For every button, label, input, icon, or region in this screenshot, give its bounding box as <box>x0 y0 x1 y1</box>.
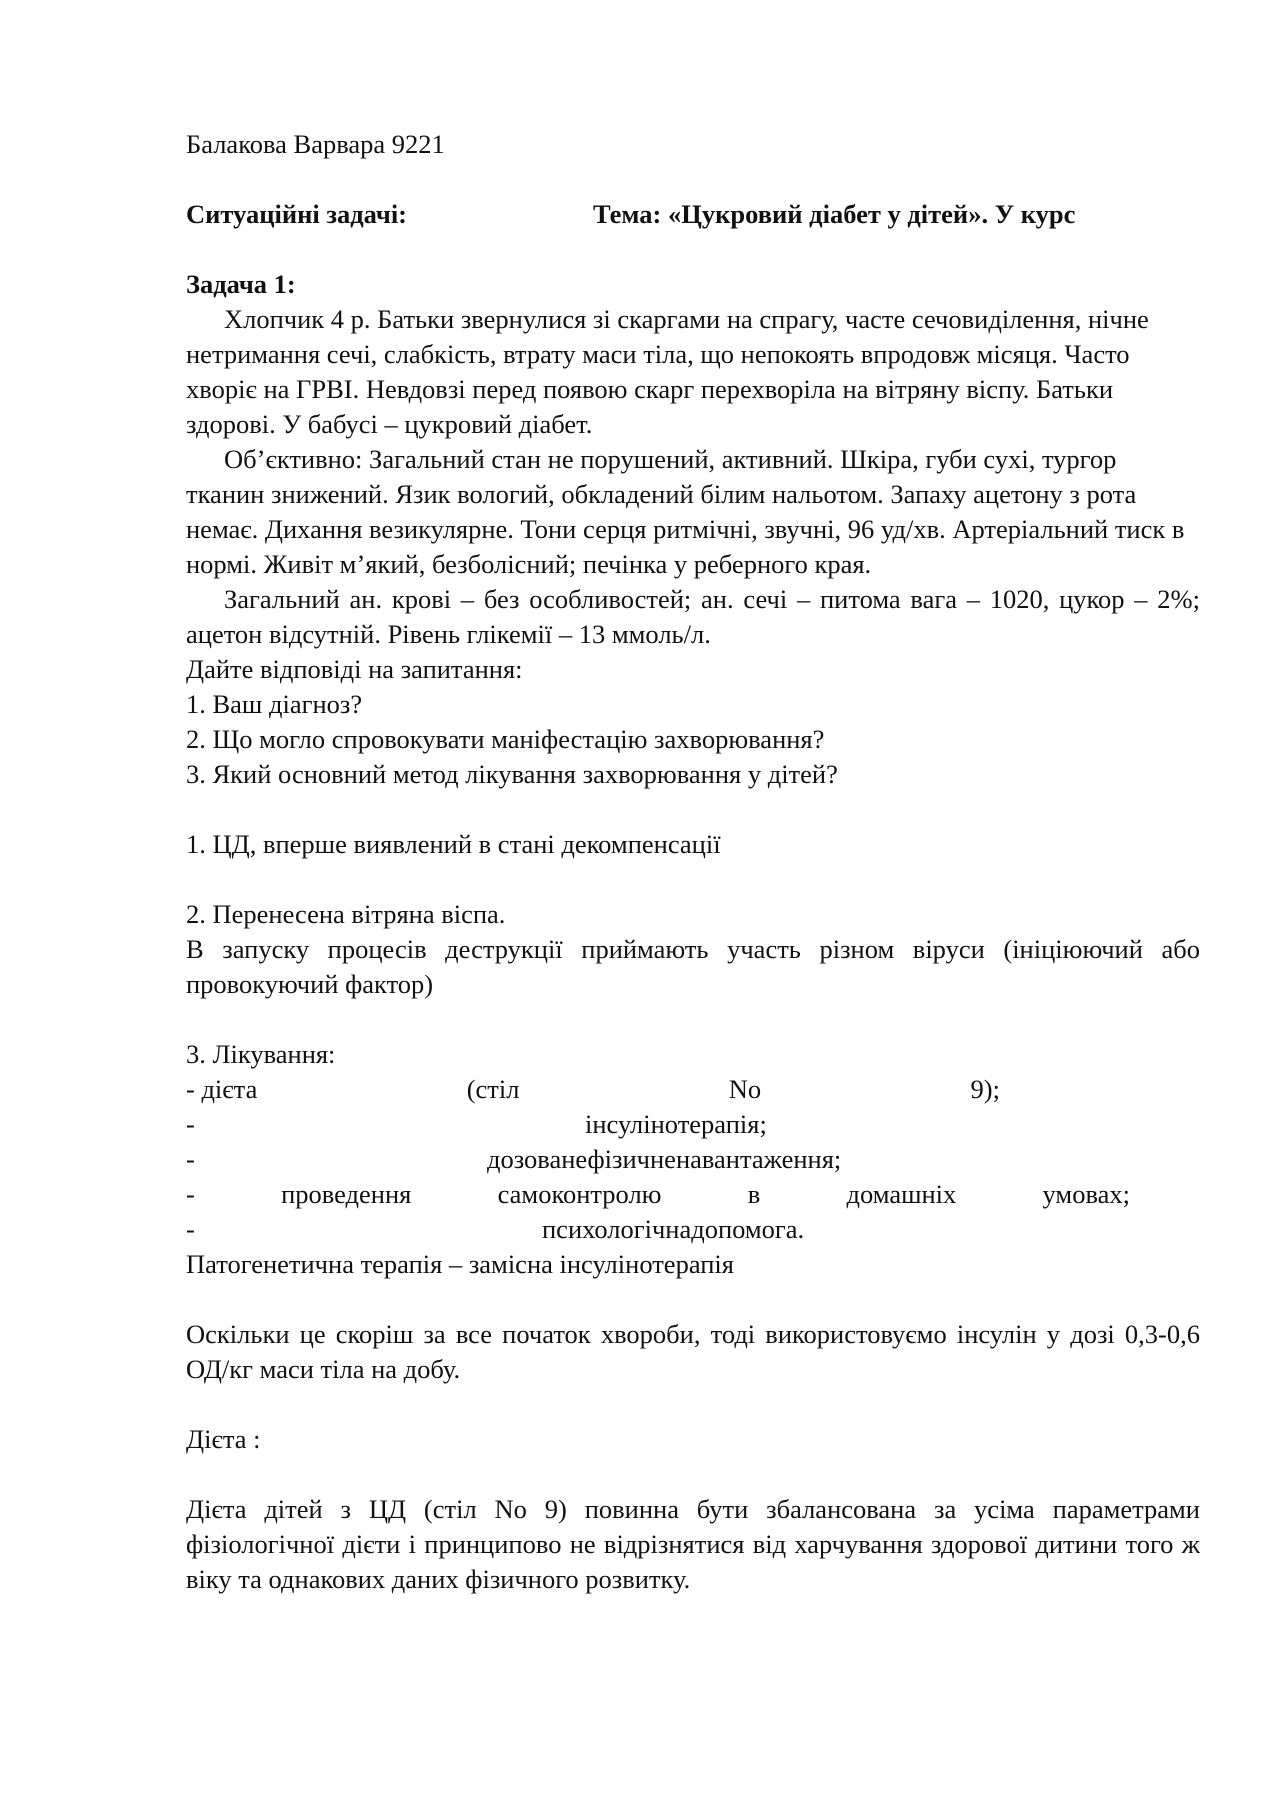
objective-paragraph: Об’єктивно: Загальний стан не порушений, активний. Шкіра, губи сухі, тургор тканин знижений. Язик вологий, обкладений білим нальотом. Запаху ацетону з рота немає. Дихання везикулярне. Тони серця ритмічні, звучні, 96 уд/хв. Артеріальний тиск в нормі. Живіт м’який, безболісний; печінка у реберного края. <box>186 444 1185 579</box>
answer-2-title: 2. Перенесена вітряна віспа. <box>186 899 506 929</box>
labs-paragraph: Загальний ан. крові – без особливостей; ан. сечі – питома вага – 1020, цукор – 2%; ацетон відсутній. Рівень глікемії – 13 ммоль/л. <box>186 584 1200 649</box>
dose-paragraph: Оскільки це скоріш за все початок хвороби, тоді використовуємо інсулін у дозі 0,3-0,6 ОД/кг маси тіла на добу. <box>186 1319 1200 1384</box>
answer-3-title: 3. Лікування: <box>186 1039 336 1069</box>
treatment-diet-word: - дієта <box>186 1074 258 1104</box>
treatment-exercise-text: дозованефізичненавантаження; <box>487 1144 842 1174</box>
treatment-diet-table: (стіл <box>466 1074 520 1104</box>
diet-title: Дієта : <box>186 1424 261 1454</box>
treatment-selfcontrol-dash: - <box>186 1179 195 1209</box>
question-3: 3. Який основний метод лікування захворювання у дітей? <box>186 759 838 789</box>
question-1: 1. Ваш діагноз? <box>186 689 363 719</box>
treatment-diet-line <box>186 1072 1000 1107</box>
treatment-selfcontrol-line <box>186 1177 1130 1212</box>
diet-paragraph: Дієта дітей з ЦД (стіл No 9) повинна бути збалансована за усіма параметрами фізіологічної дієти і принципово не відрізнятися від харчування здорової дитини того ж віку та однакових даних фізичного розвитку. <box>186 1494 1200 1594</box>
header-left: Ситуаційні задачі: <box>186 199 408 229</box>
treatment-insulin-line <box>186 1107 1200 1142</box>
treatment-psych-text: психологічнадопомога. <box>542 1214 805 1244</box>
treatment-diet-no: No <box>728 1074 762 1104</box>
treatment-selfcontrol-w4: домашніх <box>846 1179 957 1209</box>
treatment-psych-dash: - <box>186 1214 195 1244</box>
document-body <box>186 127 1200 1597</box>
treatment-selfcontrol-w3: в <box>747 1179 761 1209</box>
treatment-insulin-dash: - <box>186 1109 195 1139</box>
questions-intro: Дайте відповіді на запитання: <box>186 654 523 684</box>
treatment-psych-line <box>186 1212 1200 1247</box>
treatment-selfcontrol-w5: умовах; <box>1042 1179 1130 1209</box>
treatment-selfcontrol-w2: самоконтролю <box>497 1179 662 1209</box>
pathogenetic-therapy: Патогенетична терапія – замісна інсулінотерапія <box>186 1249 734 1279</box>
treatment-selfcontrol-w1: проведення <box>281 1179 412 1209</box>
treatment-insulin-text: інсулінотерапія; <box>585 1109 767 1139</box>
treatment-exercise-dash: - <box>186 1144 195 1174</box>
answer-1: 1. ЦД, вперше виявлений в стані декомпенсації <box>186 829 721 859</box>
question-2: 2. Що могло спровокувати маніфестацію захворювання? <box>186 724 825 754</box>
author-line: Балакова Варвара 9221 <box>186 129 445 159</box>
header-line <box>186 197 1200 232</box>
treatment-diet-number: 9); <box>970 1074 1000 1104</box>
treatment-exercise-line <box>186 1142 1200 1177</box>
answer-2-text: В запуску процесів деструкції приймають участь різном віруси (ініціюючий або провокуючий фактор) <box>186 934 1200 999</box>
header-topic: Тема: «Цукровий діабет у дітей». У курс <box>593 199 1076 229</box>
complaints-paragraph: Хлопчик 4 р. Батьки звернулися зі скаргами на спрагу, часте сечовиділення, нічне нетримання сечі, слабкість, втрату маси тіла, що непокоять впродовж місяця. Часто хворіє на ГРВІ. Невдовзі перед появою скарг перехворіла на вітряну віспу. Батьки здорові. У бабусі – цукровий діабет. <box>186 304 1149 439</box>
task-title: Задача 1: <box>186 269 296 299</box>
